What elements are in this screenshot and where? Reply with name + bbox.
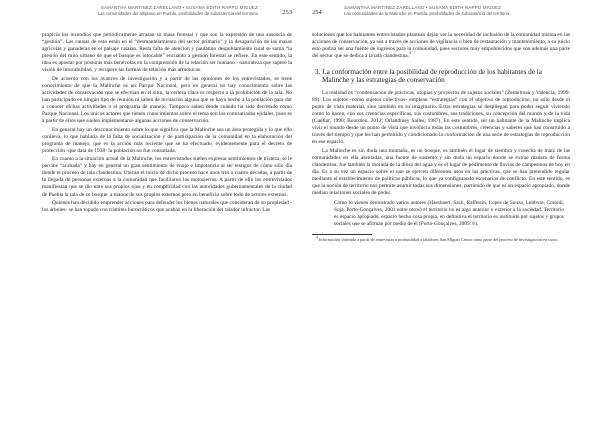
running-head-authors: SAMANTHA MARTINEZ ZARELLANO • SUSANA EDITH RAPPO MIGUEZ <box>100 5 258 10</box>
footnote-number: 4 <box>316 235 318 240</box>
paragraph-text: soluciones que los habitantes entrevistados plantean dejan ver la necesidad de inclusión de la comunidad misma en las acciones de conservación, ya sea a través de acciones de vigilancia o bien de restauración y mantenimiento, a su juicio esto podría ser una fuente de ingresos para la comunidad, pues sectores muy empobrecidos que son además una parte del sector que se dedica a la tala clandestina. <box>312 32 570 60</box>
paragraph: Quienes han decidido emprender acciones para defender los bienes naturales que consideran de su propiedad -los árboles- se han topado con trámites burocráticos que acaban en la liberación del talador infractor. Las <box>42 200 292 214</box>
right-page <box>312 0 570 440</box>
left-page <box>42 0 292 440</box>
running-head <box>42 5 292 25</box>
paragraph: La Malinche es sin duda una montaña, es un bosque, es también el lugar de siembra y cosecha de maíz de las comunidades en ella asentadas, una fuente de sustento y sin duda un espacio donde se extrae madera de forma clandestina, fue también la morada de la diosa del agua y es el lugar de pedimento de lluvias de campesinos de hoy en día. Es a su vez un espacio sobre el que se ejercen diferentes usos en las prácticas, que se han pretendido regular mediante el establecimiento de políticas públicas, lo que ya configurando escenarios de conflicto. En este sentido, es que la noción de territorio nos permite asumir todas sus dimensiones, partiendo de que es un espacio apropiado, donde median relaciones sociales de poder. <box>312 147 570 196</box>
block-quote: Como lo vienen demostrado varios autores (Haesbaert, Sack, Raffestin, Lopes de Souza, Leitbvre, Coronil, Soja, Porto-Gonçalves, 2001 entre otros) el territorio no es algo anterior o exterior a la sociedad. Territorio es espacio apropiado, espacio hecho cosa propia, en definitiva el territorio es instituido por sujetos y grupos sociales que se afirman por medio de él (Porto-Gonçalves, 2009: 6). <box>334 199 564 227</box>
section-heading: 3. La conformación entre la posibilidad de reproducción de los habitantes de la Malinche y las estrategias de conservación <box>315 68 542 85</box>
footnote-text: Información obtenida a partir de entrevistas a profundidad a taladores San Miguel Canoa como parte del proceso de investigación en curso. <box>318 236 559 242</box>
page-body <box>312 32 570 430</box>
paragraph: En cuanto a la situación actual de la Malinche, los entrevistados suelen expresar sentimientos de tristeza, se le percibe “acabada” y hay en general un gran sentimiento de enojo e impotencia al ser testigos de cómo sólo día donde el proceso de tala clandestina. Ubican el inicio de dicho proceso hace unos tres o cuatro décadas, a partir de la llegada de personas externas a la comunidad que facilitaron las motosierras. A partir de ello los entrevistados manifiestan que se dio unte sus propios ojos y en complicidad con las autoridades gubernamentales de la ciudad de Puebla la tala de su bosque, a manos de sus propios externos pero en beneficio sobre todo de actores externos. <box>42 156 292 198</box>
running-head-title: Las comunidades de la Malinche en Puebla, posibilidades de subsistencia del territorio <box>344 11 510 16</box>
page-number: 253 <box>282 9 292 16</box>
running-head <box>312 5 570 25</box>
page-number: 254 <box>312 9 322 16</box>
page-body <box>42 32 292 430</box>
paragraph: propicia los incendios que periódicamente arrasan su masa forestal y que son la expresión de una ausencia de “gestión”. Las causas de esto están en el “desmantelamiento del sector primario” y la desaparición de las masas agrícolas y ganaderas en el paisaje catalán. Resta falta de atención y paulatino despoblamiento rural se suma “la presión del mito urbano de que el bosque es intocable” encuanto a gestión forestal se refiere. En este sentido, la idea es apostar por posturas más benévolas en la comprensión de la relación ser humano - naturaleza que supere la visión de intocabilidad, y recupere las formas de relación más armónicas. <box>42 32 292 74</box>
paragraph: De acuerdo con los avances de investigación y a partir de las opiniones de los entrevistados, se tiene conocimiento de que la Malinche es un Parque Nacional, pero en general no hay conocimiento sobre las actividades de conservación que se efectúan en el sitio, la certeza clara es respecto a la prohibición de la tala. No han participado en ningún tipo de reunión ni saben de invitación alguna que se haya hecho a la población para dar a conocer dichas actividades o el programa de manejo. Tampoco saben desde cuándo ha sido decretado como Parque Nacional. Los únicos actores que tienen conocimientos sobre el tema son los comisariados ejidales, pues es a partir de ellos que suelen implementarse algunas acciones de conservación. <box>42 75 292 125</box>
footnote <box>312 237 570 243</box>
footnote-divider <box>312 234 372 235</box>
paragraph: En general hay un desconocimiento sobre lo que significa que la Malinche sea un área protegida y lo que ello conlleva, lo que hablaría de la falta de socialización y de participación de la comunidad en la elaboración del programa de manejo, que es la acción más reciente que se ha efectuado, evidentemente para el decreto de protección -que data de 1938- la población no fue consultada. <box>42 126 292 154</box>
paragraph <box>312 32 570 60</box>
running-head-authors: SAMANTHA MARTINEZ ZARELLANO • SUSANA EDITH RAPPO MIGUEZ <box>344 5 502 10</box>
paragraph: La realidad es “condensación de prácticas, utopías y proyectos de sujetos sociales” (Zemelman y Valencia, 1999: 89). Los sujetos -como sujetos colectivos- emplean “estrategias” con el objetivo de reproducirse, no sólo desde el punto de vista material, sino también en su imaginario. Estas estrategias se despliegan para poder seguir viviendo como lo hacen, con sus creencias específicas, sus costumbres, sus tradiciones, su concepción del mundo y de la vida (Cuéllar, 1990; Bourdieu, 2012; Orlandiney Salles, 1987). En este sentido, ser un habitante de la Malinche implica vivir el mundo desde un punto de vista que involucra todas las costumbres, creencias y saberes que han construido a través del tiempo y que les han permitido y condicionado la conformación de una serie de estrategias de reproducción en ese espacio. <box>312 89 570 146</box>
footnote-marker[interactable]: 4 <box>409 51 411 56</box>
running-head-title: Las comunidades del altiplano en Puebla, posibilidades de subsistencia del territorio <box>97 11 258 16</box>
